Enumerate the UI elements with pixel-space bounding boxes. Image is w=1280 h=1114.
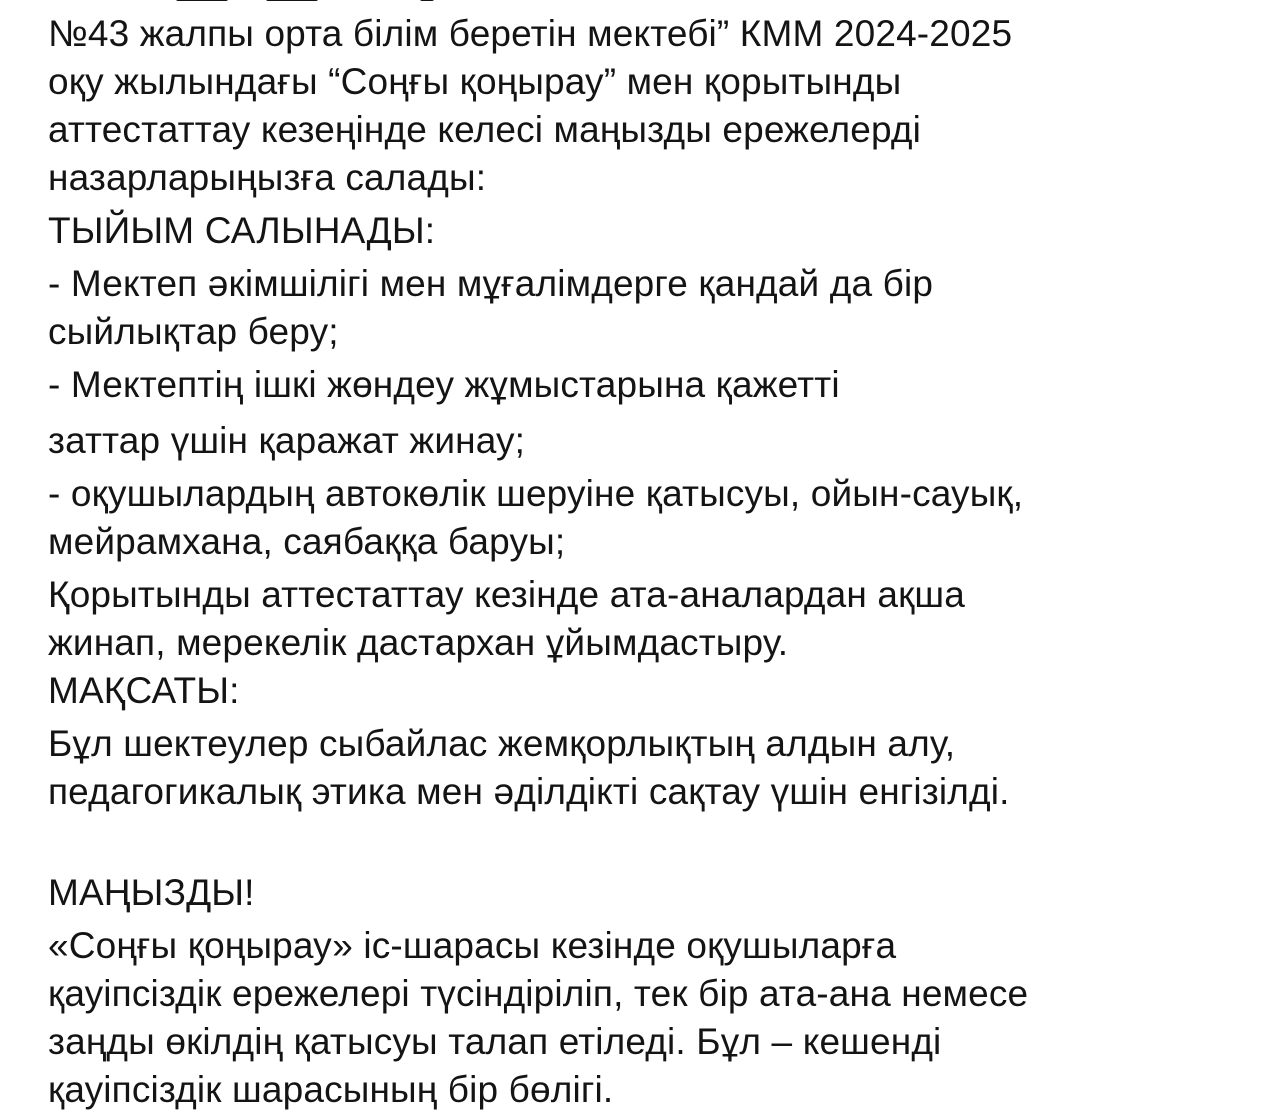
prohibited-heading: ТЫЙЫМ САЛЫНАДЫ: <box>48 210 436 251</box>
prohibited-item <box>48 361 1248 465</box>
intro-line: аттестаттау кезеңінде келесі маңызды ережелерді <box>48 109 922 150</box>
intro-paragraph <box>48 10 1248 202</box>
important-line: қауіпсіздік шарасының бір бөлігі. <box>48 1069 614 1110</box>
prohibited-item-line: Қорытынды аттестаттау кезінде ата-аналардан ақша <box>48 574 965 615</box>
intro-line: назарларыңызға салады: <box>48 157 487 198</box>
prohibited-item <box>48 260 1248 356</box>
intro-line: оқу жылындағы “Соңғы қоңырау” мен қорытынды <box>48 61 902 102</box>
prohibited-item-line: - Мектептің ішкі жөндеу жұмыстарына қажетті <box>48 364 840 405</box>
blank-line <box>48 816 1248 864</box>
prohibited-item-line: - Мектеп әкімшілігі мен мұғалімдерге қандай да бір <box>48 263 934 304</box>
prohibited-item <box>48 571 1248 667</box>
important-line: «Соңғы қоңырау» іс-шарасы кезінде оқушыларға <box>48 925 897 966</box>
important-line: заңды өкілдің қатысуы талап етіледі. Бұл – кешенді <box>48 1021 942 1062</box>
important-line: қауіпсіздік ережелері түсіндіріліп, тек бір ата-ана немесе <box>48 973 1029 1014</box>
prohibited-item-line: заттар үшін қаражат жинау; <box>48 420 526 461</box>
prohibited-item-line: сыйлықтар беру; <box>48 311 339 352</box>
goal-line: педагогикалық этика мен әділдікті сақтау үшін енгізілді. <box>48 771 1010 812</box>
important-paragraph <box>48 922 1248 1114</box>
prohibited-item-line: жинап, мерекелік дастархан ұйымдастыру. <box>48 622 789 663</box>
prohibited-item-line: мейрамхана, саябаққа баруы; <box>48 521 566 562</box>
important-heading: МАҢЫЗДЫ! <box>48 872 255 913</box>
goal-line: Бұл шектеулер сыбайлас жемқорлықтың алдын алу, <box>48 723 956 764</box>
cropped-previous-line <box>48 0 748 6</box>
prohibited-item <box>48 470 1248 566</box>
prohibited-item-line: - оқушылардың автокөлік шеруіне қатысуы, ойын-сауық, <box>48 473 1024 514</box>
goal-paragraph <box>48 720 1248 816</box>
goal-heading: МАҚСАТЫ: <box>48 670 240 711</box>
intro-line: №43 жалпы орта білім беретін мектебі” КММ 2024-2025 <box>48 13 1013 54</box>
announcement-document <box>48 10 1248 1114</box>
